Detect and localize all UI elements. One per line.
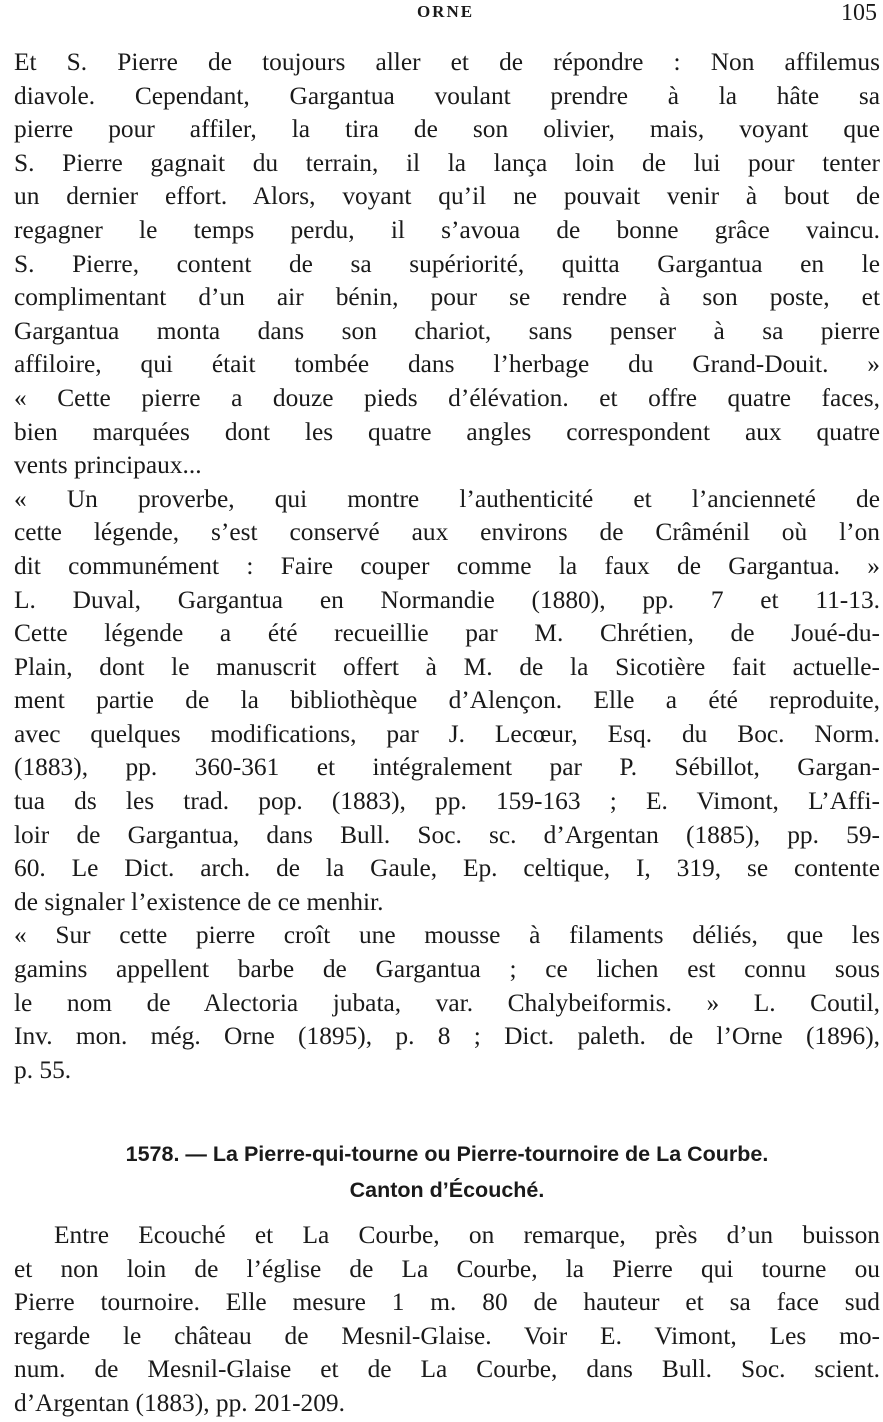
text-line: « Sur cette pierre croît une mousse à filaments déliés, que les — [14, 921, 880, 950]
running-head — [14, 0, 877, 30]
text-line: S. Pierre gagnait du terrain, il la lança loin de lui pour tenter — [14, 148, 880, 177]
text-line: ment partie de la bibliothèque d’Alençon. Elle a été reproduite, — [14, 686, 880, 715]
text-line: diavole. Cependant, Gargantua voulant prendre à la hâte sa — [14, 81, 880, 110]
main-text — [14, 46, 880, 1087]
text-line: pierre pour affiler, la tira de son olivier, mais, voyant que — [14, 115, 880, 144]
text-line: de signaler l’existence de ce menhir. — [14, 887, 384, 916]
text-line: S. Pierre, content de sa supériorité, quitta Gargantua en le — [14, 249, 880, 278]
text-line: regagner le temps perdu, il s’avoua de bonne grâce vaincu. — [14, 215, 880, 244]
text-line: num. de Mesnil-Glaise et de La Courbe, dans Bull. Soc. scient. — [14, 1355, 880, 1384]
text-line: dit communément : Faire couper comme la faux de Gargantua. » — [14, 551, 880, 580]
text-line: Gargantua monta dans son chariot, sans penser à sa pierre — [14, 316, 880, 345]
text-line: d’Argentan (1883), pp. 201-209. — [14, 1388, 345, 1417]
section-heading — [14, 1136, 880, 1208]
text-line: affiloire, qui était tombée dans l’herbage du Grand-Douit. » — [14, 350, 880, 379]
text-line: bien marquées dont les quatre angles correspondent aux quatre — [14, 417, 880, 446]
text-line: vents principaux... — [14, 451, 202, 480]
text-line: tua ds les trad. pop. (1883), pp. 159-163 ; E. Vimont, L’Affi- — [14, 787, 880, 816]
page-number: 105 — [841, 0, 877, 26]
text-line: regarde le château de Mesnil-Glaise. Voir E. Vimont, Les mo- — [14, 1321, 880, 1350]
running-head-title: ORNE — [416, 2, 475, 21]
text-line: (1883), pp. 360-361 et intégralement par P. Sébillot, Gargan- — [14, 753, 880, 782]
text-line: gamins appellent barbe de Gargantua ; ce lichen est connu sous — [14, 955, 880, 984]
text-line: p. 55. — [14, 1055, 72, 1084]
text-line: et non loin de l’église de La Courbe, la Pierre qui tourne ou — [14, 1254, 880, 1283]
text-line: Inv. mon. még. Orne (1895), p. 8 ; Dict. paleth. de l’Orne (1896), — [14, 1022, 880, 1051]
text-line: un dernier effort. Alors, voyant qu’il ne pouvait venir à bout de — [14, 182, 880, 211]
text-line: avec quelques modifications, par J. Lecœur, Esq. du Boc. Norm. — [14, 719, 880, 748]
section-title: 1578. — La Pierre-qui-tourne ou Pierre-tournoire de La Courbe. — [125, 1142, 769, 1166]
text-line: cette légende, s’est conservé aux environs de Crâménil où l’on — [14, 518, 880, 547]
text-line: Cette légende a été recueillie par M. Chrétien, de Joué-du- — [14, 619, 880, 648]
text-line: loir de Gargantua, dans Bull. Soc. sc. d’Argentan (1885), pp. 59- — [14, 820, 880, 849]
text-line: L. Duval, Gargantua en Normandie (1880), pp. 7 et 11-13. — [14, 585, 880, 614]
text-line: le nom de Alectoria jubata, var. Chalybeiformis. » L. Coutil, — [14, 988, 880, 1017]
text-line: « Un proverbe, qui montre l’authenticité et l’ancienneté de — [14, 484, 880, 513]
section-text — [14, 1219, 880, 1421]
text-line: « Cette pierre a douze pieds d’élévation. et offre quatre faces, — [14, 383, 880, 412]
text-line: Plain, dont le manuscrit offert à M. de la Sicotière fait actuelle- — [14, 652, 880, 681]
text-line: Pierre tournoire. Elle mesure 1 m. 80 de hauteur et sa face sud — [14, 1288, 880, 1317]
text-line: Entre Ecouché et La Courbe, on remarque, près d’un buisson — [54, 1221, 880, 1249]
text-line: Et S. Pierre de toujours aller et de répondre : Non affilemus — [14, 48, 880, 76]
text-line: complimentant d’un air bénin, pour se rendre à son poste, et — [14, 283, 880, 312]
section-subtitle: Canton d’Écouché. — [349, 1178, 545, 1202]
text-line: 60. Le Dict. arch. de la Gaule, Ep. celtique, I, 319, se contente — [14, 854, 880, 883]
